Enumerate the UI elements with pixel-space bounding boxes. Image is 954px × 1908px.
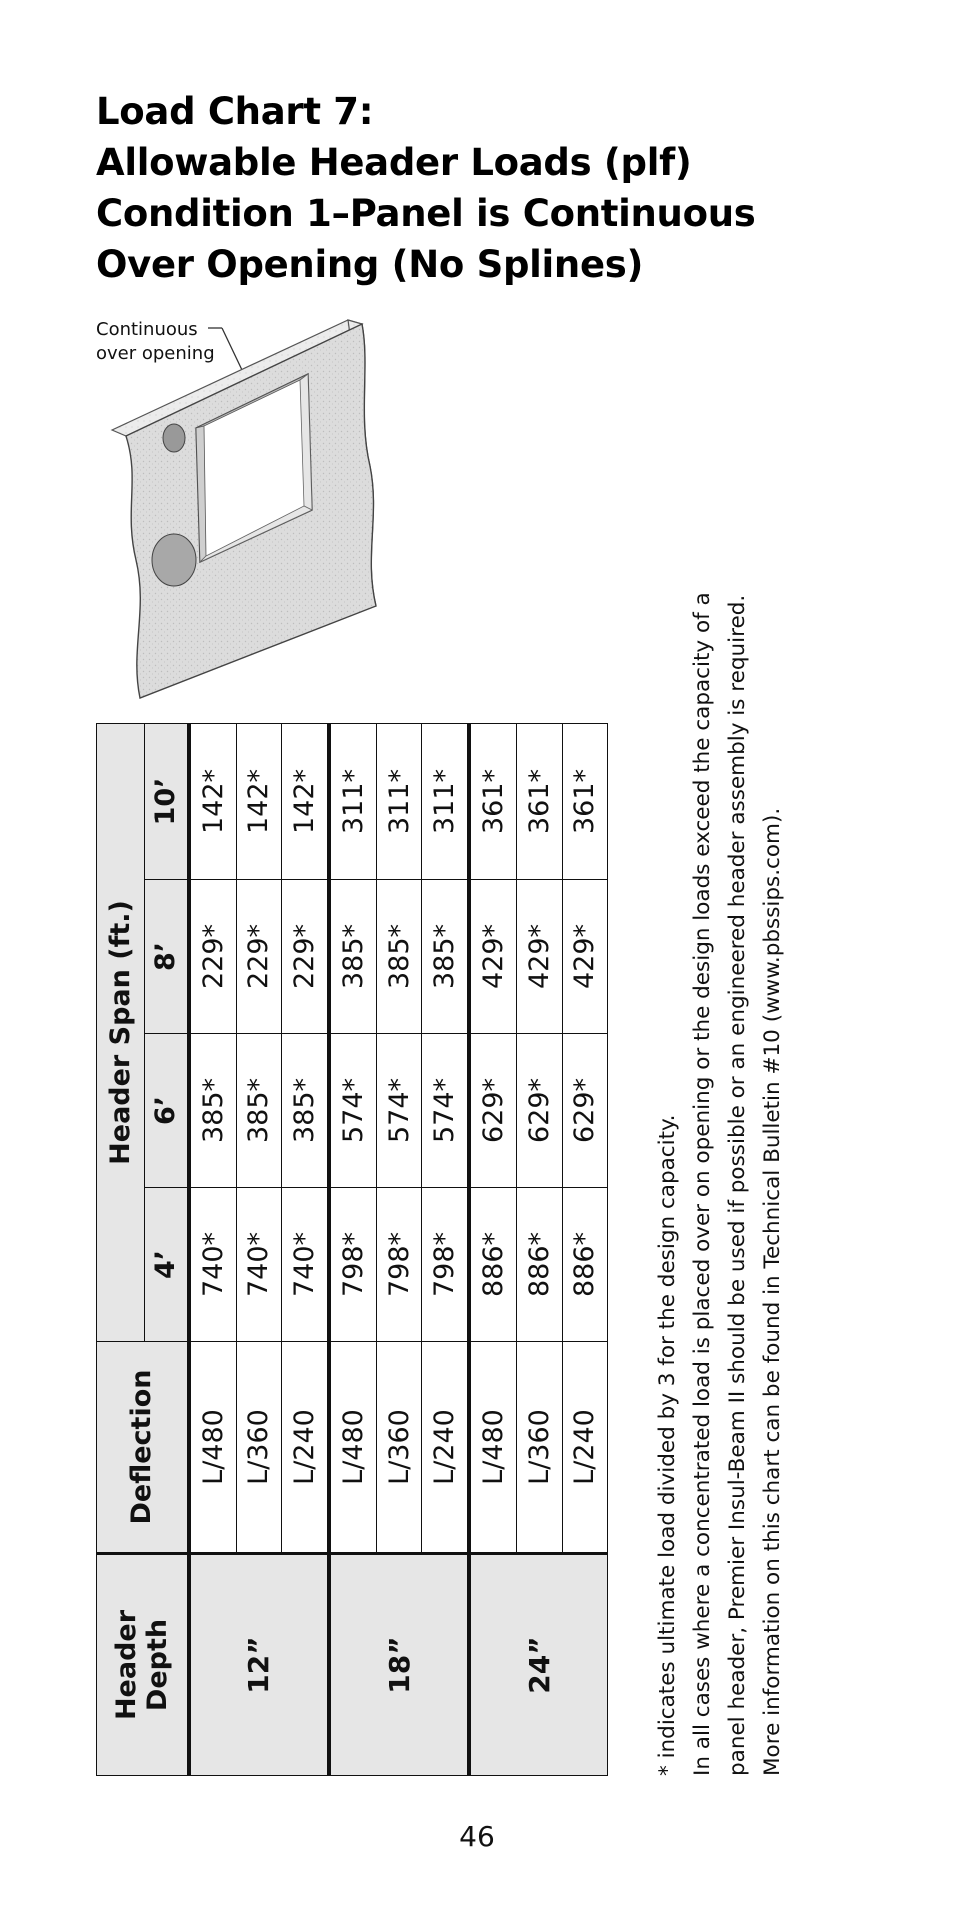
- value-cell: 574*: [329, 1034, 377, 1188]
- value-cell: 311*: [329, 724, 377, 880]
- span-6-heading: 6’: [145, 1034, 189, 1188]
- page-number: 46: [459, 1820, 495, 1853]
- footnote-line: In all cases where a concentrated load is placed over on opening or the design loads exceed the capacity of a: [690, 592, 715, 1776]
- value-cell: 361*: [469, 724, 517, 880]
- footnotes-container: [650, 400, 790, 1776]
- value-cell: 740*: [281, 1188, 329, 1342]
- deflection-cell: L/480: [189, 1342, 237, 1554]
- header-span-heading: Header Span (ft.): [97, 724, 145, 1342]
- panel-illustration: [100, 310, 400, 700]
- span-4-heading: 4’: [145, 1188, 189, 1342]
- value-cell: 142*: [281, 724, 329, 880]
- deflection-cell: L/240: [281, 1342, 329, 1554]
- value-cell: 629*: [469, 1034, 517, 1188]
- value-cell: 385*: [236, 1034, 281, 1188]
- value-cell: 574*: [422, 1034, 470, 1188]
- title-line: Allowable Header Loads (plf): [96, 141, 692, 184]
- value-cell: 229*: [236, 880, 281, 1034]
- deflection-cell: L/240: [422, 1342, 470, 1554]
- callout-line: Continuous: [96, 319, 198, 340]
- footnote-line: More information on this chart can be found in Technical Bulletin #10 (www.pbssips.com).: [760, 807, 785, 1776]
- depth-cell: 24”: [469, 1554, 607, 1776]
- deflection-cell: L/480: [329, 1342, 377, 1554]
- load-chart-table: [96, 723, 608, 1776]
- deflection-cell: L/480: [469, 1342, 517, 1554]
- value-cell: 429*: [469, 880, 517, 1034]
- table-row: [189, 724, 237, 1776]
- span-8-heading: 8’: [145, 880, 189, 1034]
- load-table-container: [96, 724, 608, 1776]
- value-cell: 886*: [469, 1188, 517, 1342]
- value-cell: 361*: [517, 724, 562, 880]
- deflection-cell: L/240: [562, 1342, 607, 1554]
- value-cell: 385*: [281, 1034, 329, 1188]
- value-cell: 361*: [562, 724, 607, 880]
- value-cell: 798*: [376, 1188, 421, 1342]
- value-cell: 740*: [236, 1188, 281, 1342]
- value-cell: 311*: [422, 724, 470, 880]
- title-line: Condition 1–Panel is Continuous: [96, 192, 756, 235]
- value-cell: 142*: [189, 724, 237, 880]
- span-10-heading: 10’: [145, 724, 189, 880]
- table-header-row: [97, 724, 145, 1776]
- depth-cell: 18”: [329, 1554, 469, 1776]
- value-cell: 629*: [517, 1034, 562, 1188]
- value-cell: 798*: [329, 1188, 377, 1342]
- header-depth-line: Header: [110, 1609, 142, 1721]
- value-cell: 429*: [517, 880, 562, 1034]
- value-cell: 740*: [189, 1188, 237, 1342]
- value-cell: 385*: [422, 880, 470, 1034]
- deflection-cell: L/360: [236, 1342, 281, 1554]
- value-cell: 798*: [422, 1188, 470, 1342]
- value-cell: 429*: [562, 880, 607, 1034]
- value-cell: 142*: [236, 724, 281, 880]
- value-cell: 229*: [281, 880, 329, 1034]
- footnote-line: panel header, Premier Insul-Beam II should be used if possible or an engineered header assembly is required.: [725, 594, 750, 1776]
- deflection-cell: L/360: [517, 1342, 562, 1554]
- title-line: Load Chart 7:: [96, 90, 374, 133]
- value-cell: 385*: [376, 880, 421, 1034]
- value-cell: 886*: [562, 1188, 607, 1342]
- footnote-line: * indicates ultimate load divided by 3 for the design capacity.: [655, 1114, 680, 1776]
- table-row: [329, 724, 377, 1776]
- header-depth-heading: [97, 1554, 189, 1776]
- depth-cell: 12”: [189, 1554, 329, 1776]
- value-cell: 629*: [562, 1034, 607, 1188]
- callout-line: over opening: [96, 343, 215, 364]
- header-depth-line: Depth: [141, 1618, 173, 1712]
- value-cell: 385*: [189, 1034, 237, 1188]
- table-row: [469, 724, 517, 1776]
- title-line: Over Opening (No Splines): [96, 243, 644, 286]
- value-cell: 574*: [376, 1034, 421, 1188]
- chart-title: [96, 86, 916, 290]
- footnotes: [650, 400, 790, 1776]
- value-cell: 229*: [189, 880, 237, 1034]
- value-cell: 385*: [329, 880, 377, 1034]
- value-cell: 886*: [517, 1188, 562, 1342]
- value-cell: 311*: [376, 724, 421, 880]
- deflection-heading: Deflection: [97, 1342, 189, 1554]
- deflection-cell: L/360: [376, 1342, 421, 1554]
